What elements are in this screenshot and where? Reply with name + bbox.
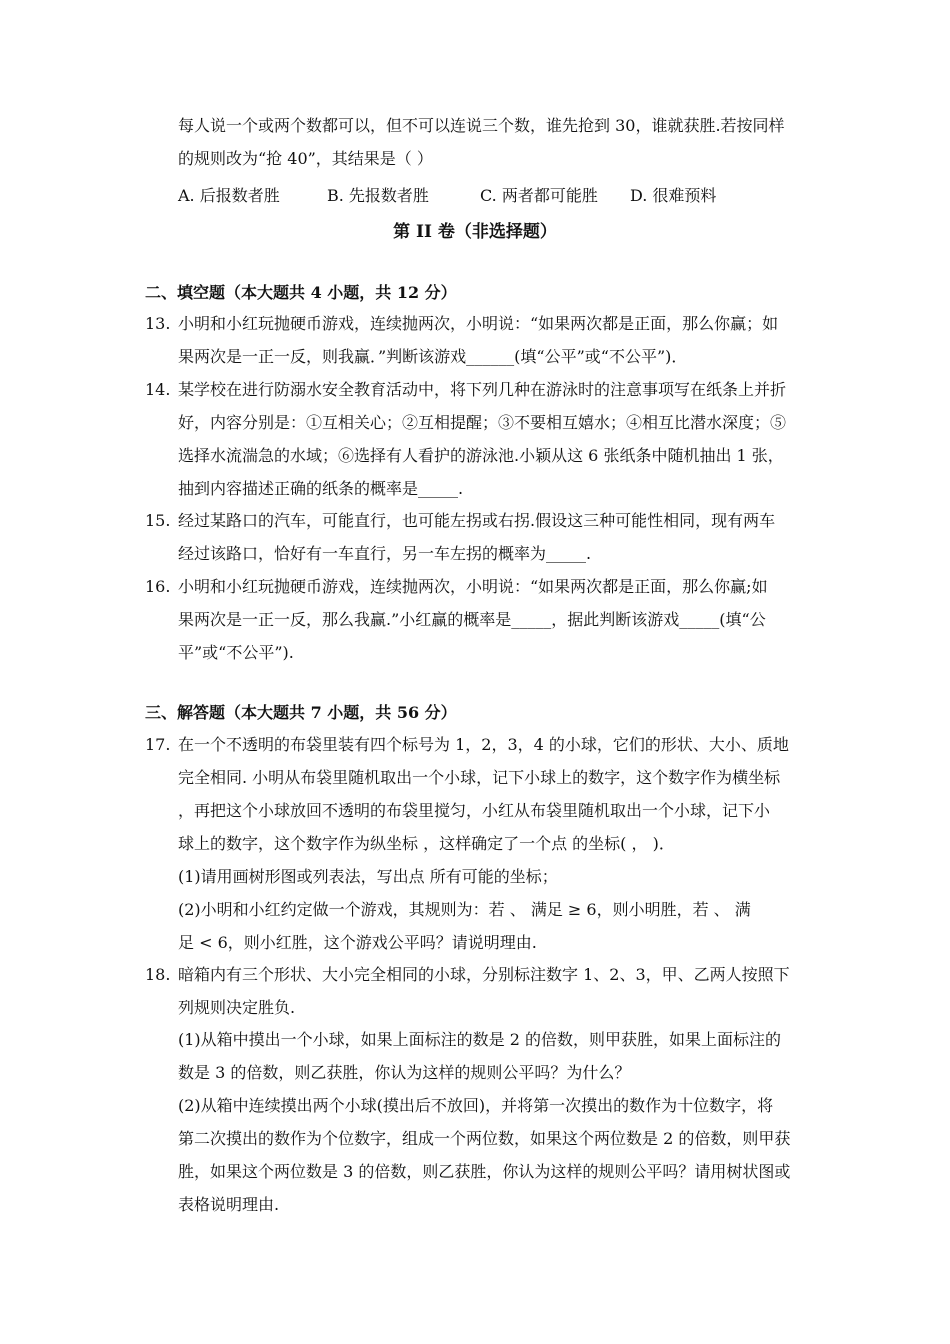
q15-number: 15. xyxy=(145,511,171,530)
q18-number: 18. xyxy=(145,965,171,984)
q18-subquestion-2-line2: 第二次摸出的数作为个位数字，组成一个两位数，如果这个两位数是 2 的倍数，则甲获 xyxy=(178,1129,791,1148)
q18-subquestion-2-line4: 表格说明理由. xyxy=(178,1195,280,1214)
q14-text-line4: 抽到内容描述正确的纸条的概率是_____. xyxy=(178,479,464,498)
q17-subquestion-2-line2: 足 < 6，则小红胜，这个游戏公平吗？请说明理由. xyxy=(178,933,537,952)
q17-text-line4: 球上的数字，这个数字作为纵坐标 ，这样确定了一个点 的坐标( ， )． xyxy=(178,834,675,853)
q18-subquestion-1-line1: (1)从箱中摸出一个小球，如果上面标注的数是 2 的倍数，则甲获胜，如果上面标注的 xyxy=(178,1030,782,1049)
q18-text-line1: 暗箱内有三个形状、大小完全相同的小球，分别标注数字 1、2、3，甲、乙两人按照下 xyxy=(178,965,790,984)
q12-option-c: C. 两者都可能胜 xyxy=(480,186,598,205)
q14-number: 14. xyxy=(145,380,171,399)
q17-text-line2: 完全相同. 小明从布袋里随机取出一个小球，记下小球上的数字，这个数字作为横坐标 xyxy=(178,768,781,787)
q12-text-line1: 每人说一个或两个数都可以，但不可以连说三个数，谁先抢到 30，谁就获胜.若按同样 xyxy=(178,116,785,135)
q12-text-line2: 的规则改为“抢 40”，其结果是（ ） xyxy=(178,149,433,168)
q13-text-line1: 小明和小红玩抛硬币游戏，连续抛两次，小明说：“如果两次都是正面，那么你赢；如 xyxy=(178,314,779,333)
q17-subquestion-2-line1: (2)小明和小红约定做一个游戏，其规则为：若 、 满足 ≥ 6，则小明胜，若 、 满 xyxy=(178,900,751,919)
q14-text-line3: 选择水流湍急的水域；⑥选择有人看护的游泳池.小颖从这 6 张纸条中随机抽出 1 张， xyxy=(178,446,784,465)
section3-heading: 三、解答题（本大题共 7 小题，共 56 分） xyxy=(145,703,457,722)
part2-title: 第 II 卷（非选择题） xyxy=(393,222,557,242)
q18-subquestion-2-line3: 胜，如果这个两位数是 3 的倍数，则乙获胜，你认为这样的规则公平吗？请用树状图或 xyxy=(178,1162,791,1181)
q14-text-line1: 某学校在进行防溺水安全教育活动中，将下列几种在游泳时的注意事项写在纸条上并折 xyxy=(178,380,787,399)
section2-heading: 二、填空题（本大题共 4 小题，共 12 分） xyxy=(145,283,457,302)
q18-subquestion-2-line1: (2)从箱中连续摸出两个小球(摸出后不放回)，并将第一次摸出的数作为十位数字，将 xyxy=(178,1096,774,1115)
q12-option-b: B. 先报数者胜 xyxy=(327,186,429,205)
q18-text-line2: 列规则决定胜负. xyxy=(178,998,296,1017)
q17-text-line3: ，再把这个小球放回不透明的布袋里搅匀，小红从布袋里随机取出一个小球，记下小 xyxy=(178,801,771,820)
q17-subquestion-1: (1)请用画树形图或列表法，写出点 所有可能的坐标； xyxy=(178,867,558,886)
q12-option-d: D. 很难预料 xyxy=(630,186,717,205)
q18-subquestion-1-line2: 数是 3 的倍数，则乙获胜，你认为这样的规则公平吗？为什么？ xyxy=(178,1063,631,1082)
q14-text-line2: 好，内容分别是：①互相关心；②互相提醒；③不要相互嬉水；④相互比潜水深度；⑤ xyxy=(178,413,787,432)
q17-text-line1: 在一个不透明的布袋里装有四个标号为 1，2，3，4 的小球，它们的形状、大小、质地 xyxy=(178,735,789,754)
q16-text-line3: 平”或“不公平”). xyxy=(178,643,294,662)
q17-number: 17. xyxy=(145,735,171,754)
q15-text-line2: 经过该路口，恰好有一车直行，另一车左拐的概率为_____. xyxy=(178,544,592,563)
q16-text-line2: 果两次是一正一反，那么我赢.”小红赢的概率是_____，据此判断该游戏_____(填“公 xyxy=(178,610,766,629)
q16-number: 16. xyxy=(145,577,171,596)
q12-option-a: A. 后报数者胜 xyxy=(178,186,280,205)
q16-text-line1: 小明和小红玩抛硬币游戏，连续抛两次，小明说：“如果两次都是正面，那么你赢;如 xyxy=(178,577,768,596)
q13-text-line2: 果两次是一正一反，则我赢．”判断该游戏______(填“公平”或“不公平”)． xyxy=(178,347,688,366)
q15-text-line1: 经过某路口的汽车，可能直行，也可能左拐或右拐.假设这三种可能性相同，现有两车 xyxy=(178,511,776,530)
q13-number: 13. xyxy=(145,314,171,333)
